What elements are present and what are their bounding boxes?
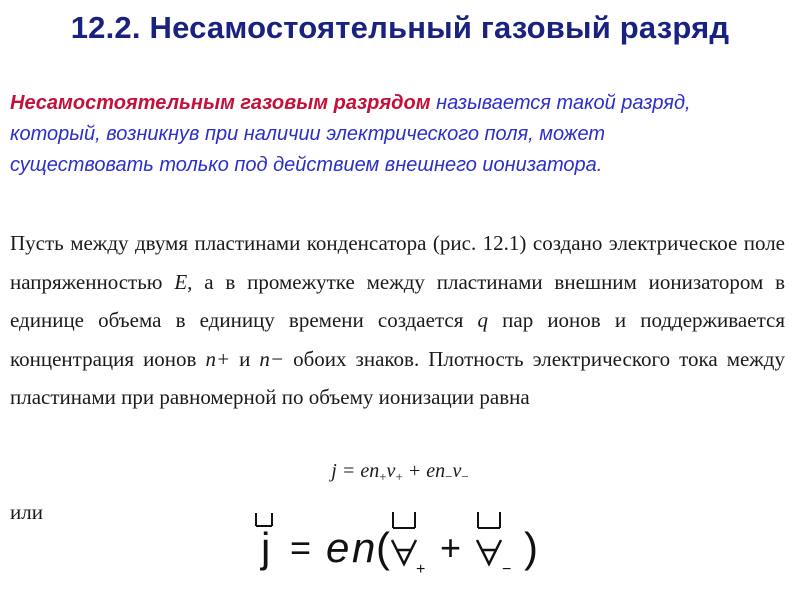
paragraph-part-1: Пусть между двумя пластинами конденсатора (рис. 12.1) создано электрическое поле напряженностью bbox=[10, 231, 785, 294]
symbol-E: E bbox=[174, 269, 188, 294]
formula1-eq: = en bbox=[336, 460, 380, 482]
formula1-sub-plus-1: + bbox=[379, 469, 387, 484]
formula1-v1: v bbox=[386, 460, 396, 482]
formula2-rparen: ) bbox=[524, 524, 538, 571]
formula1-sub-minus-1: − bbox=[445, 469, 453, 484]
velocity-v-plus bbox=[392, 540, 416, 564]
or-label: или bbox=[10, 500, 43, 524]
formula2-sub-minus: − bbox=[502, 561, 512, 578]
definition-block bbox=[10, 88, 730, 181]
formula2-lhs: j bbox=[261, 524, 271, 571]
formula2-eq: = bbox=[290, 527, 312, 568]
symbol-n-minus: n− bbox=[259, 346, 285, 371]
symbol-n-plus: n+ bbox=[205, 346, 231, 371]
formula2-e: e bbox=[326, 524, 350, 571]
formula1-j: j bbox=[331, 460, 337, 482]
body-paragraph bbox=[10, 224, 785, 417]
formula1-v2: v bbox=[452, 460, 462, 482]
formula2-lparen: ( bbox=[376, 524, 390, 571]
formula2-n: n bbox=[352, 524, 376, 571]
formula1-plus: + en bbox=[402, 460, 446, 482]
definition-text: называется такой разряд, который, возникнув при наличии электрического поля, может существовать только под действием внешнего ионизатора. bbox=[10, 92, 691, 176]
vector-formula bbox=[252, 500, 552, 580]
formula1-sub-plus-2: + bbox=[395, 469, 403, 484]
paragraph-part-4: и bbox=[230, 346, 260, 371]
vector-mark-v-plus bbox=[393, 512, 415, 528]
current-density-formula bbox=[0, 460, 800, 485]
paragraph-part-3: пар ионов и поддерживается концентрация ионов bbox=[10, 308, 785, 371]
formula2-sub-plus: + bbox=[416, 561, 426, 578]
velocity-v-minus bbox=[477, 540, 501, 564]
formula2-plus-sign: + bbox=[440, 527, 462, 568]
page-title: 12.2. Несамостоятельный газовый разряд bbox=[70, 10, 730, 45]
formula1-sub-minus-2: − bbox=[461, 469, 469, 484]
vector-mark-v-minus bbox=[478, 512, 500, 528]
paragraph-part-5: обоих знаков. Плотность электрического тока между пластинами при равномерной по объему ионизации равна bbox=[10, 346, 785, 409]
symbol-q: q bbox=[477, 308, 488, 332]
paragraph-part-2: , а в промежутке между пластинами внешним ионизатором в единице объема в единицу времени создается bbox=[10, 269, 785, 332]
definition-term: Несамостоятельным газовым разрядом bbox=[10, 92, 431, 114]
